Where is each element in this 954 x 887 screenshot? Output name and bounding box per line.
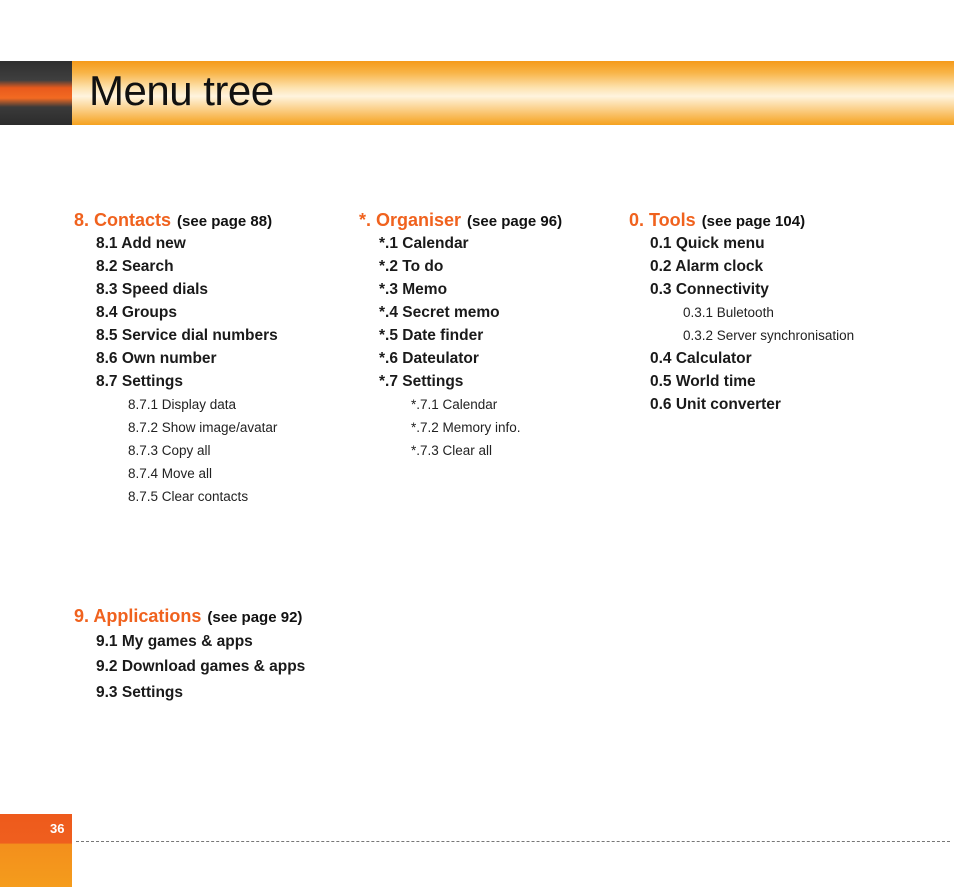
menu-subitem: 8.7.1 Display data bbox=[128, 397, 237, 412]
menu-item: 0.1 Quick menu bbox=[650, 235, 765, 252]
menu-subitem: 0.3.1 Buletooth bbox=[683, 305, 774, 320]
contacts-page-ref: (see page 88) bbox=[177, 213, 273, 230]
menu-item: 0.4 Calculator bbox=[650, 350, 752, 367]
menu-item: 9.1 My games & apps bbox=[96, 633, 253, 650]
menu-item: *.1 Calendar bbox=[379, 235, 469, 252]
menu-subitem: 8.7.4 Move all bbox=[128, 466, 213, 481]
menu-item: *.2 To do bbox=[379, 258, 444, 275]
tools-page-ref: (see page 104) bbox=[701, 213, 806, 230]
menu-subitem: 8.7.5 Clear contacts bbox=[128, 489, 249, 504]
contacts-section-title bbox=[74, 210, 272, 231]
applications-page-ref: (see page 92) bbox=[207, 609, 303, 626]
applications-section-title bbox=[74, 606, 302, 627]
menu-item: 8.7 Settings bbox=[96, 373, 183, 390]
menu-item: *.4 Secret memo bbox=[379, 304, 500, 321]
organiser-heading: *. Organiser bbox=[359, 210, 462, 230]
menu-item: 8.6 Own number bbox=[96, 350, 217, 367]
menu-item: 9.3 Settings bbox=[96, 684, 183, 701]
menu-item: 8.1 Add new bbox=[96, 235, 186, 252]
menu-item: 0.5 World time bbox=[650, 373, 756, 390]
menu-subitem: 8.7.2 Show image/avatar bbox=[128, 420, 278, 435]
menu-subitem: 0.3.2 Server synchronisation bbox=[683, 328, 855, 343]
menu-subitem: *.7.2 Memory info. bbox=[411, 420, 521, 435]
menu-item: *.7 Settings bbox=[379, 373, 464, 390]
menu-item: *.3 Memo bbox=[379, 281, 448, 298]
menu-subitem: *.7.3 Clear all bbox=[411, 443, 493, 458]
menu-item: 0.3 Connectivity bbox=[650, 281, 769, 298]
menu-item: 8.5 Service dial numbers bbox=[96, 327, 278, 344]
tools-section-title bbox=[629, 210, 805, 231]
page-number: 36 bbox=[50, 821, 65, 836]
menu-item: 0.6 Unit converter bbox=[650, 396, 781, 413]
menu-item: 8.3 Speed dials bbox=[96, 281, 208, 298]
menu-item: *.6 Dateulator bbox=[379, 350, 479, 367]
menu-subitem: *.7.1 Calendar bbox=[411, 397, 498, 412]
tools-heading: 0. Tools bbox=[629, 210, 696, 230]
menu-item: 8.2 Search bbox=[96, 258, 174, 275]
contacts-heading: 8. Contacts bbox=[74, 210, 172, 230]
menu-item: 0.2 Alarm clock bbox=[650, 258, 764, 275]
applications-heading: 9. Applications bbox=[74, 606, 202, 626]
organiser-section-title bbox=[359, 210, 562, 231]
header-accent-block bbox=[0, 61, 72, 125]
page-title: Menu tree bbox=[89, 67, 274, 114]
menu-item: *.5 Date finder bbox=[379, 327, 484, 344]
organiser-page-ref: (see page 96) bbox=[467, 213, 563, 230]
menu-item: 9.2 Download games & apps bbox=[96, 658, 306, 675]
menu-item: 8.4 Groups bbox=[96, 304, 177, 321]
footer-dashed-rule bbox=[76, 841, 950, 842]
menu-subitem: 8.7.3 Copy all bbox=[128, 443, 211, 458]
